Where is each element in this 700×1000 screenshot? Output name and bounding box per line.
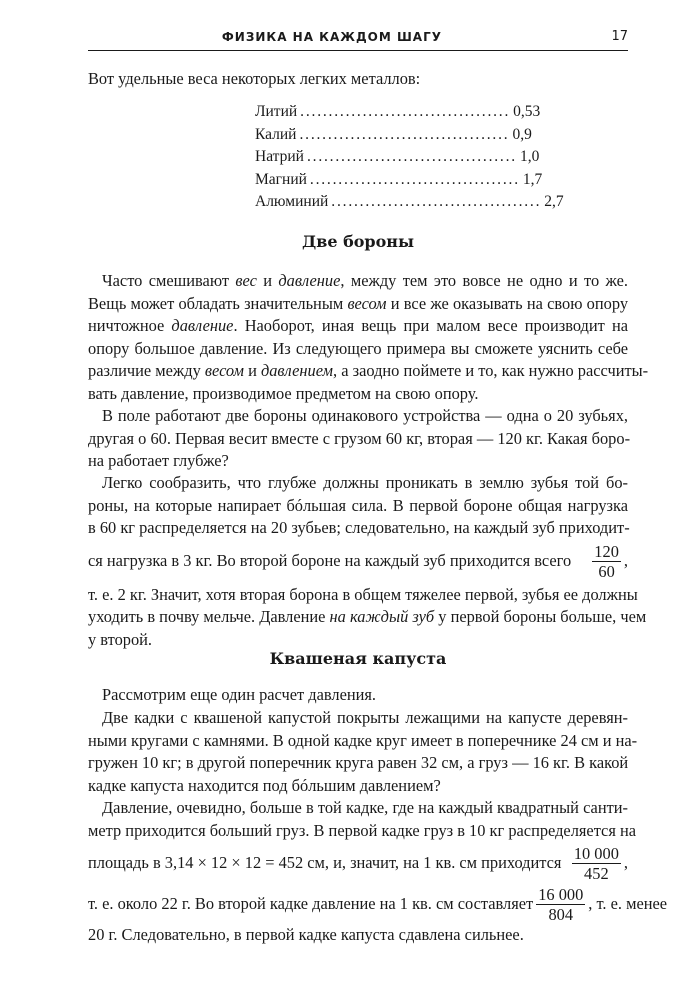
text-line: В поле работают две бороны одинакового устройства — одна о 20 зубьях, (102, 406, 628, 425)
paragraph (88, 472, 647, 651)
text-line: Часто смешивают вес и давление, между тем это вовсе не одно и то же. (102, 271, 628, 290)
paragraph (88, 270, 649, 405)
text-line: роны, на которые напирает бóльшая сила. В первой бороне общая нагрузка (88, 495, 628, 515)
leader-dots: ..................................... (306, 148, 517, 165)
metal-row (255, 101, 541, 124)
metal-row (255, 191, 564, 214)
metal-row (255, 169, 543, 192)
text-line: кадке капуста находится под бóльшим давлением? (88, 775, 441, 795)
text-line: ничтожное давление. Наоборот, иная вещь при малом весе производит на (88, 316, 628, 335)
text-line: другая о 60. Первая весит вместе с грузом 60 кг, вторая — 120 кг. Какая боро- (88, 428, 631, 448)
text-line: Вещь может обладать значительным весом и все же оказывать на свою опору (88, 293, 629, 313)
fraction: $\frac{10 000}{452}$ (573, 843, 619, 883)
leader-dots: ..................................... (309, 170, 520, 188)
metal-value: 1,0 (519, 148, 540, 165)
text-line: Рассмотрим еще один расчет давления. (102, 685, 377, 704)
text-line: Две кадки с квашеной капустой покрыты лежащими на капусте деревян- (102, 708, 628, 727)
metal-value: 1,7 (522, 170, 543, 188)
metal-value: 0,9 (512, 125, 532, 143)
leader-dots: ..................................... (331, 193, 542, 210)
fraction: $\frac{120}{60}$ (594, 542, 619, 581)
metal-name: Алюминий (255, 193, 329, 210)
metal-name: Литий (255, 103, 298, 120)
text-line: опору большое давление. Из следующего примера вы сможете уяснить себе (88, 338, 628, 358)
paragraph (88, 405, 631, 473)
metal-row (255, 124, 532, 147)
text-line: различие между весом и давлением, а заодно поймете и то, как нужно рассчиты- (88, 361, 649, 380)
text-line: вать давление, производимое предметом на свою опору. (88, 383, 479, 403)
running-title: ФИЗИКА НА КАЖДОМ ШАГУ (221, 30, 442, 44)
text-line-with-fraction: ся нагрузка в 3 кг. Во второй бороне на каждый зуб приходится всего $\frac{120}{60}$ , (88, 542, 628, 581)
metal-name: Натрий (255, 148, 304, 165)
text-line-with-fraction: площадь в 3,14 × 12 × 12 = 452 см, и, значит, на 1 кв. см приходится $\frac{10 000}{452}$ , (88, 843, 628, 883)
text-line-with-fraction: т. е. около 22 г. Во второй кадке давление на 1 кв. см составляет $\frac{16 000}{804}$ , т. е. менее (88, 884, 668, 924)
paragraph (88, 707, 638, 797)
intro-paragraph (88, 68, 628, 91)
metal-name: Магний (255, 170, 307, 188)
metal-value: 2,7 (544, 193, 564, 210)
metal-row (255, 146, 540, 169)
page-number: 17 (611, 29, 628, 44)
text-line: т. е. 2 кг. Значит, хотя вторая борона в общем тяжелее первой, зубья ее должны (88, 584, 638, 604)
leader-dots: ..................................... (299, 125, 510, 143)
intro-text: Вот удельные веса некоторых легких металлов: (88, 69, 421, 88)
text-line: Давление, очевидно, больше в той кадке, где на каждый квадратный санти- (102, 798, 628, 817)
leader-dots: ..................................... (300, 103, 511, 120)
section-heading: Две бороны (301, 232, 415, 251)
metal-name: Калий (255, 125, 297, 143)
paragraph (88, 684, 628, 707)
text-line: 20 г. Следовательно, в первой кадке капуста сдавлена сильнее. (88, 925, 524, 944)
metal-value: 0,53 (513, 103, 541, 120)
section-heading: Квашеная капуста (269, 649, 447, 668)
text-line: метр приходится больший груз. В первой кадке груз в 10 кг распределяется на (88, 820, 637, 840)
text-line: гружен 10 кг; в другой поперечник круга равен 32 см, а груз — 16 кг. В какой (88, 753, 629, 772)
text-line: в 60 кг распределяется на 20 зубьев; следовательно, на каждый зуб приходит- (88, 518, 630, 537)
paragraph (88, 797, 668, 947)
text-line: Легко сообразить, что глубже должны проникать в землю зубья той бо- (102, 473, 628, 492)
text-line: у второй. (88, 629, 153, 649)
running-header (88, 26, 628, 51)
text-line: уходить в почву мельче. Давление на каждый зуб у первой бороны больше, чем (88, 607, 647, 626)
text-line: на работает глубже? (88, 451, 229, 470)
text-line: ными кругами с камнями. В одной кадке круг имеет в поперечнике 24 см и на- (88, 730, 638, 750)
metals-table (255, 101, 564, 214)
fraction: $\frac{16 000}{804}$ (538, 884, 584, 924)
